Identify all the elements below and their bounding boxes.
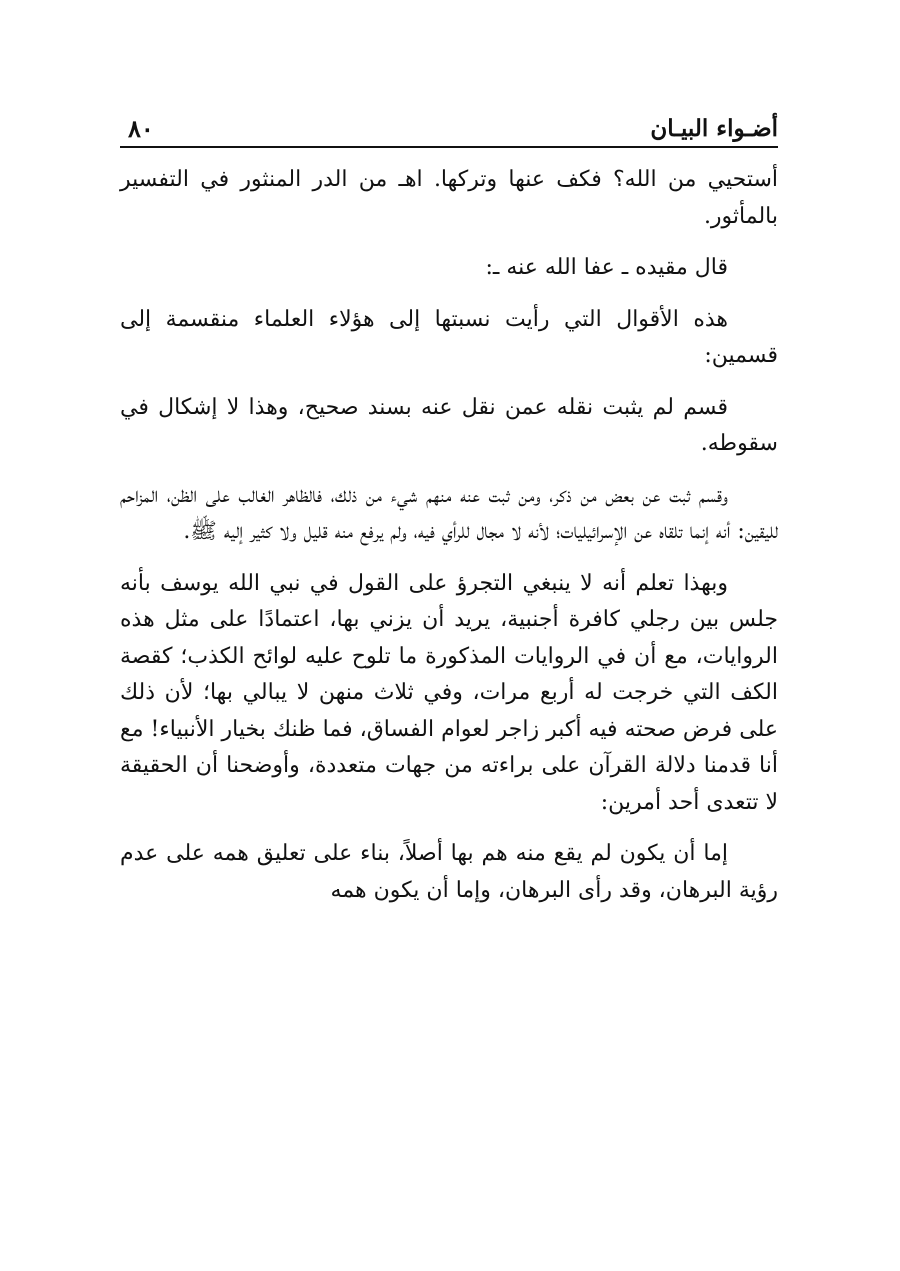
paragraph-6: وبهذا تعلم أنه لا ينبغي التجرؤ على القول في نبي الله يوسف بأنه جلس بين رجلي كافرة أجنبية، يريد أن يزني بها، اعتمادًا على مثل هذه الروايات، مع أن في الروايات المذكورة ما تلوح عليه لوائح الكذب؛ كقصة الكف التي خرجت له أربع مرات، وفي ثلاث منهن لا يبالي بها؛ لأن ذلك على فرض صحته فيه أكبر زاجر لعوام الفساق، فما ظنك بخيار الأنبياء! مع أنا قدمنا دلالة القرآن على براءته من جهات متعددة، وأوضحنا أن الحقيقة لا تتعدى أحد أمرين: (120, 570, 778, 815)
paragraph-3: هذه الأقوال التي رأيت نسبتها إلى هؤلاء العلماء منقسمة إلى قسمين: (120, 306, 778, 368)
paragraph-7: إما أن يكون لم يقع منه هم بها أصلاً، بناء على تعليق همه على عدم رؤية البرهان، وقد رأى البرهان، وإما أن يكون همه (120, 841, 778, 903)
body-text (120, 162, 778, 909)
page-header (120, 108, 778, 144)
page-number: ٨٠ (128, 114, 154, 143)
paragraph-2: قال مقيده ـ عفا الله عنه ـ: (485, 255, 728, 280)
paragraph-4: قسم لم يثبت نقله عمن نقل عنه بسند صحيح، وهذا لا إشكال في سقوطه. (120, 394, 778, 456)
running-title: أضـواء البيـان (650, 115, 778, 142)
paragraph-1: أستحيي من الله؟ فكف عنها وتركها. اهـ من الدر المنثور في التفسير بالمأثور. (120, 167, 778, 229)
header-rule (120, 146, 778, 148)
book-page (120, 0, 778, 1271)
paragraph-5: وقسم ثبت عن بعض من ذكر، ومن ثبت عنه منهم شيء من ذلك، فالظاهر الغالب على الظن، المزاحم لليقين: أنه إنما تلقاه عن الإسرائيليات؛ لأنه لا مجال للرأي فيه، ولم يرفع منه قليل ولا كثير إليه ﷺ. (120, 482, 778, 544)
